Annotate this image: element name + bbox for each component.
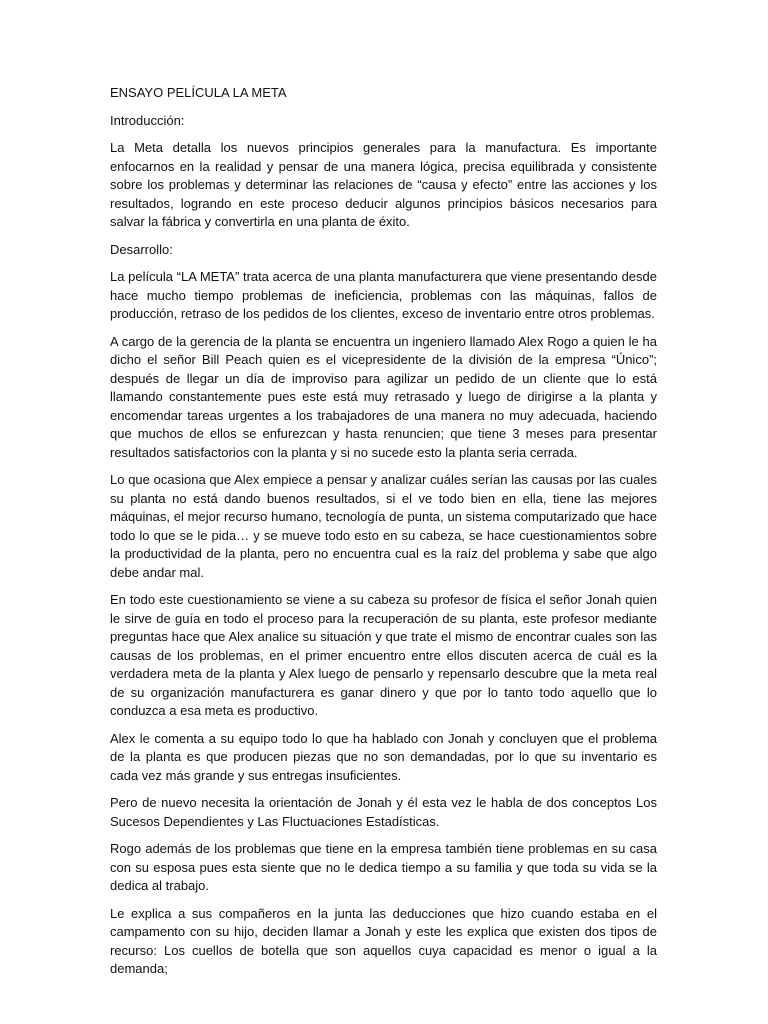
- document-title: ENSAYO PELÍCULA LA META: [110, 85, 287, 100]
- section-heading-desarrollo: Desarrollo:: [110, 241, 173, 257]
- paragraph-6: Pero de nuevo necesita la orientación de Jonah y él esta vez le habla de dos conceptos Los Sucesos Dependientes y Las Fluctuaciones Estadísticas.: [110, 795, 657, 829]
- paragraph-2: A cargo de la gerencia de la planta se encuentra un ingeniero llamado Alex Rogo a quien le ha dicho el señor Bill Peach quien es el vicepresidente de la división de la empresa “Único”; después de llegar un día de improviso para agilizar un pedido de un cliente que lo está llamando constantemente pues este está muy retrasado y luego de dirigirse a la planta y encomendar tareas urgentes a los trabajadores de una manera no muy adecuada, haciendo que muchos de ellos se enfurezcan y hasta renuncien; que tiene 3 meses para presentar resultados satisfactorios con la planta y si no sucede esto la planta seria cerrada.: [110, 333, 657, 460]
- document-body: [110, 84, 657, 988]
- paragraph-3: Lo que ocasiona que Alex empiece a pensar y analizar cuáles serían las causas por las cuales su planta no está dando buenos resultados, si el ve todo bien en ella, tiene las mejores máquinas, el mejor recurso humano, tecnología de punta, un sistema computarizado que hace todo lo que se le pida… y se mueve todo esto en su cabeza, se hace cuestionamientos sobre la productividad de la planta, pero no encuentra cual es la raíz del problema y sabe que algo debe andar mal.: [110, 472, 657, 580]
- section-heading-introduccion: Introducción:: [110, 112, 185, 128]
- paragraph-8: Le explica a sus compañeros en la junta las deducciones que hizo cuando estaba en el campamento con su hijo, deciden llamar a Jonah y este les explica que existen dos tipos de recurso: Los cuellos de botella que son aquellos cuya capacidad es menor o igual a la demanda;: [110, 905, 657, 976]
- paragraph-7: Rogo además de los problemas que tiene en la empresa también tiene problemas en su casa con su esposa pues esta siente que no le dedica tiempo a su familia y que toda su vida se la dedica al trabajo.: [110, 841, 657, 893]
- paragraph-5: Alex le comenta a su equipo todo lo que ha hablado con Jonah y concluyen que el problema de la planta es que producen piezas que no son demandadas, por lo que su inventario es cada vez más grande y sus entregas insuficientes.: [110, 730, 657, 783]
- paragraph-1: La película “LA META” trata acerca de una planta manufacturera que viene presentando desde hace mucho tiempo problemas de ineficiencia, problemas con las máquinas, fallos de producción, retraso de los pedidos de los clientes, exceso de inventario entre otros problemas.: [110, 269, 657, 321]
- paragraph-intro: La Meta detalla los nuevos principios generales para la manufactura. Es importante enfocarnos en la realidad y pensar de una manera lógica, precisa equilibrada y consistente sobre los problemas y determinar las relaciones de “causa y efecto” entre las acciones y los resultados, logrando en este proceso deducir algunos principios básicos necesarios para salvar la fábrica y convertirla en una planta de éxito.: [110, 140, 657, 229]
- paragraph-4: En todo este cuestionamiento se viene a su cabeza su profesor de física el señor Jonah quien le sirve de guía en todo el proceso para la recuperación de su planta, este profesor mediante preguntas hace que Alex analice su situación y que trate el mismo de encontrar cuales son las causas de los problemas, en el primer encuentro entre ellos discuten acerca de cuál es la verdadera meta de la planta y Alex luego de pensarlo y repensarlo descubre que la meta real de su organización manufacturera es ganar dinero y que por lo tanto todo aquello que lo conduzca a esa meta es productivo.: [110, 592, 657, 718]
